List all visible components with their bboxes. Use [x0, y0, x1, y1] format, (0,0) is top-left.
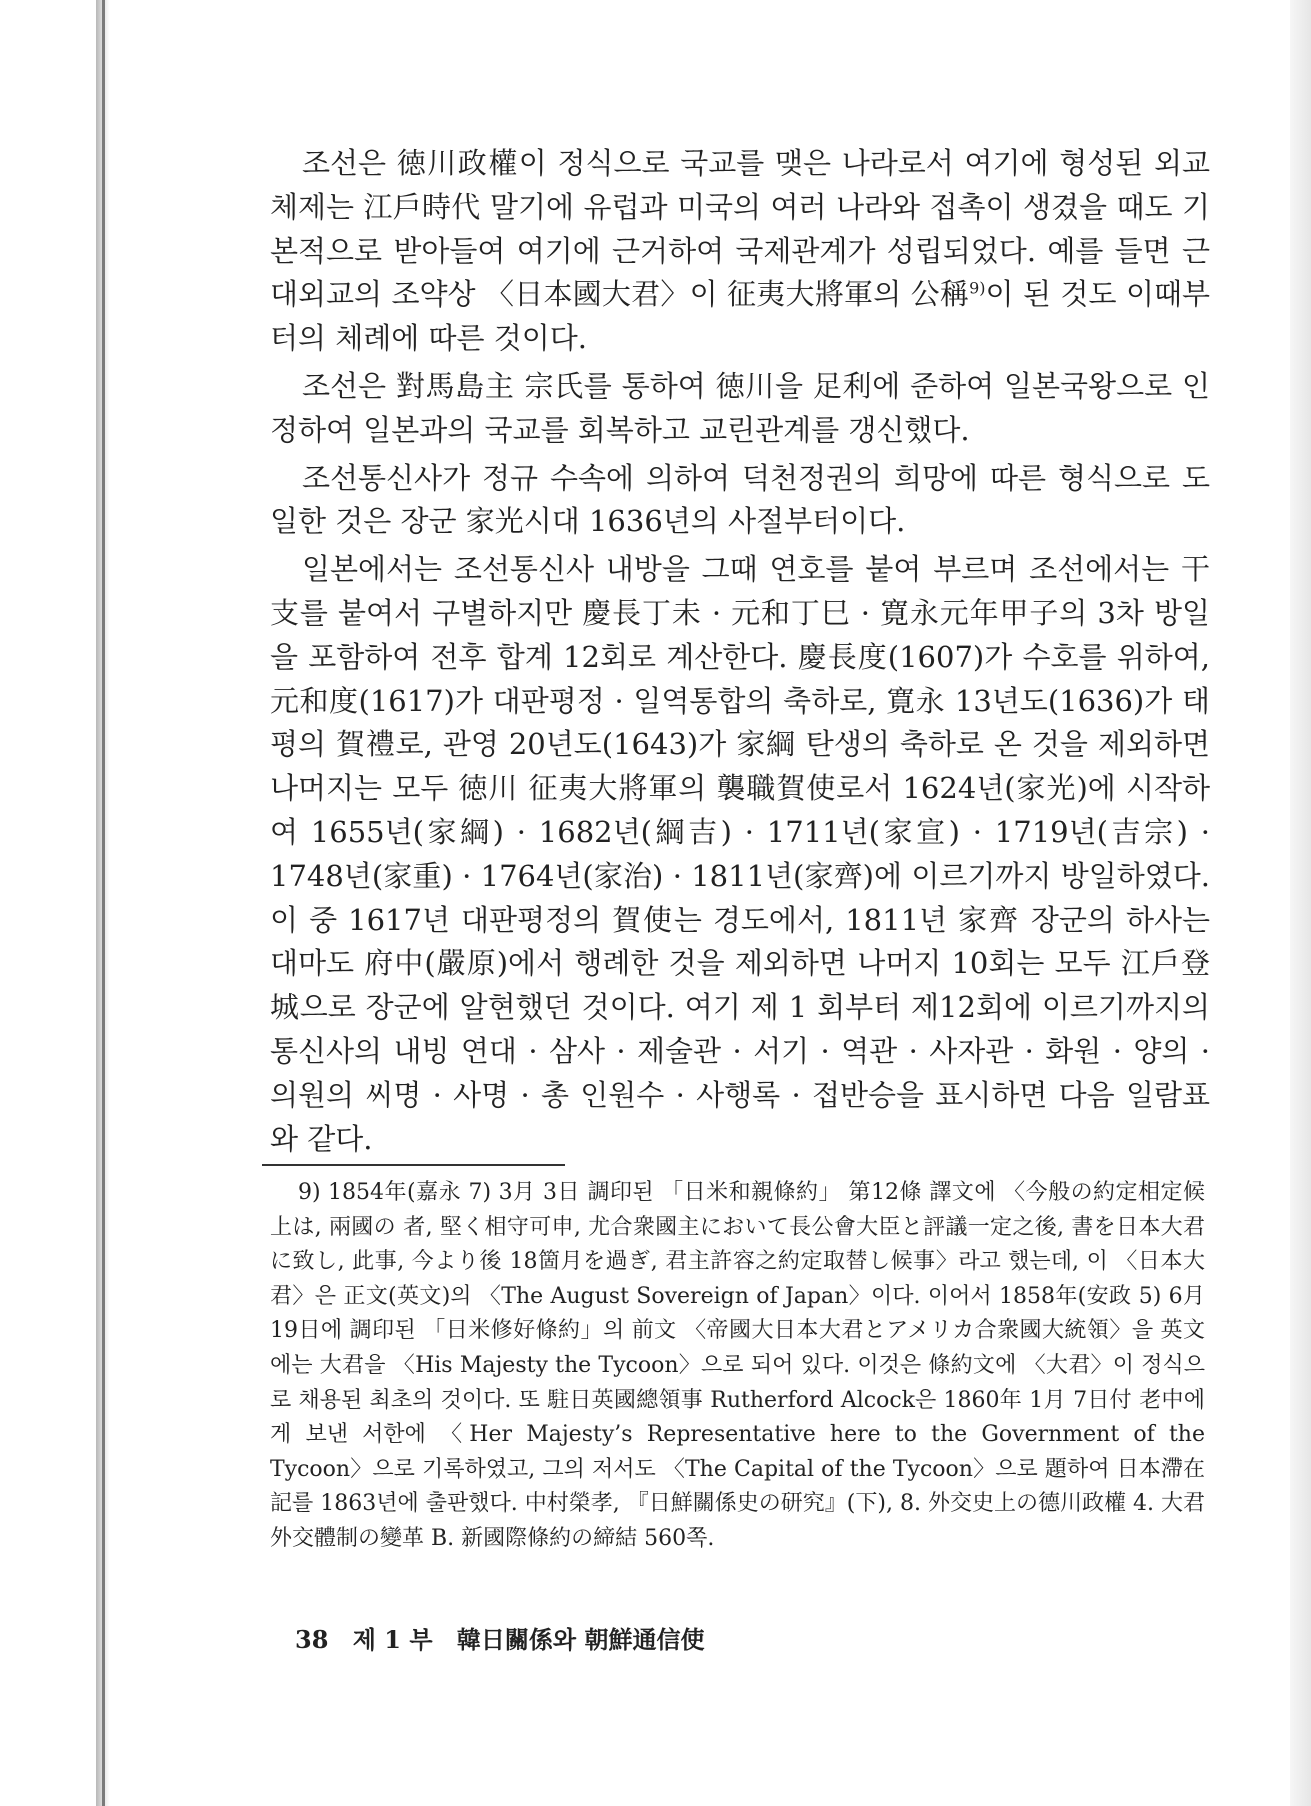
footnote-rule: [262, 1164, 565, 1166]
running-title: 韓日關係와 朝鮮通信使: [456, 1625, 705, 1654]
footnote-text: 9) 1854年(嘉永 7) 3月 3日 調印된 「日米和親條約」 第12條 譯文에 〈今般の約定相定候上は, 兩國の 者, 堅く相守可申, 尤合衆國主において長公會大臣と評議一定之後, 書を日本大君に致し, 此事, 今より後 18箇月を過ぎ, 君主許容之約定取替し候事〉라고 했는데, 이 〈日本大君〉은 正文(英文)의 〈The August Sovereign of Japan〉이다. 이어서 1858年(安政 5) 6月 19日에 調印된 「日米修好條約」의 前文 〈帝國大日本大君とアメリカ合衆國大統領〉을 英文에는 大君을 〈His Majesty the Tycoon〉으로 되어 있다. 이것은 條約文에 〈大君〉이 정식으로 채용된 최초의 것이다. 또 駐日英國總領事 Rutherford Alcock은 1860年 1月 7日付 老中에게 보낸 서한에 〈Her Majesty’s Representative here to the Government of the Tycoon〉으로 기록하였고, 그의 저서도 〈The Capital of the Tycoon〉으로 題하여 日本滯在記를 1863년에 출판했다. 中村榮孝, 『日鮮關係史の研究』(下), 8. 外交史上の德川政權 4. 大君外交體制の變革 B. 新國際條約の締結 560쪽.: [270, 1180, 1205, 1551]
page-number: 38: [295, 1625, 329, 1654]
paragraph-4: 일본에서는 조선통신사 내방을 그때 연호를 붙여 부르며 조선에서는 干支를 붙여서 구별하지만 慶長丁未 · 元和丁巳 · 寛永元年甲子의 3차 방일을 포함하여 전후 합계 12회로 계산한다. 慶長度(1607)가 수호를 위하여, 元和度(1617)가 대판평정 · 일역통합의 축하로, 寛永 13년도(1636)가 태평의 賀禮로, 관영 20년도(1643)가 家綱 탄생의 축하로 온 것을 제외하면 나머지는 모두 徳川 征夷大將軍의 襲職賀使로서 1624년(家光)에 시작하여 1655년(家綱) · 1682년(綱吉) · 1711년(家宣) · 1719년(吉宗) · 1748년(家重) · 1764년(家治) · 1811년(家齊)에 이르기까지 방일하였다. 이 중 1617년 대판평정의 賀使는 경도에서, 1811년 家齊 장군의 하사는 대마도 府中(嚴原)에서 행례한 것을 제외하면 나머지 10회는 모두 江戶登城으로 장군에 알현했던 것이다. 여기 제 1 회부터 제12회에 이르기까지의 통신사의 내빙 연대 · 삼사 · 제술관 · 서기 · 역관 · 사자관 · 화원 · 양의 · 의원의 씨명 · 사명 · 총 인원수 · 사행록 · 접반승을 표시하면 다음 일람표와 같다.: [270, 552, 1211, 1156]
page-edge: [1290, 0, 1311, 1806]
body-text: [270, 142, 1210, 1165]
paragraph-2: 조선은 對馬島主 宗氏를 통하여 徳川을 足利에 준하여 일본국왕으로 인정하여 일본과의 국교를 회복하고 교린관계를 갱신했다.: [270, 368, 1210, 447]
page-footer: [295, 1620, 995, 1655]
part-label: 제 1 부: [352, 1625, 433, 1654]
paragraph-1-tail: 이 된 것도 이때부터의 체례에 따른 것이다.: [270, 277, 1210, 356]
footnote: [270, 1176, 1205, 1557]
paragraph-3: 조선통신사가 정규 수속에 의하여 덕천정권의 희망에 따른 형식으로 도일한 것은 장군 家光시대 1636년의 사절부터이다.: [270, 460, 1210, 539]
paragraph-1: [270, 142, 1210, 361]
footnote-marker: 9): [969, 278, 986, 298]
binding-edge: [102, 0, 105, 1806]
paragraph-1-text: 조선은 徳川政權이 정식으로 국교를 맺은 나라로서 여기에 형성된 외교체제는 江戶時代 말기에 유럽과 미국의 여러 나라와 접촉이 생겼을 때도 기본적으로 받아들여 여기에 근거하여 국제관계가 성립되었다. 예를 들면 근대외교의 조약상 〈日本國大君〉이 征夷大將軍의 公稱: [270, 146, 1210, 312]
